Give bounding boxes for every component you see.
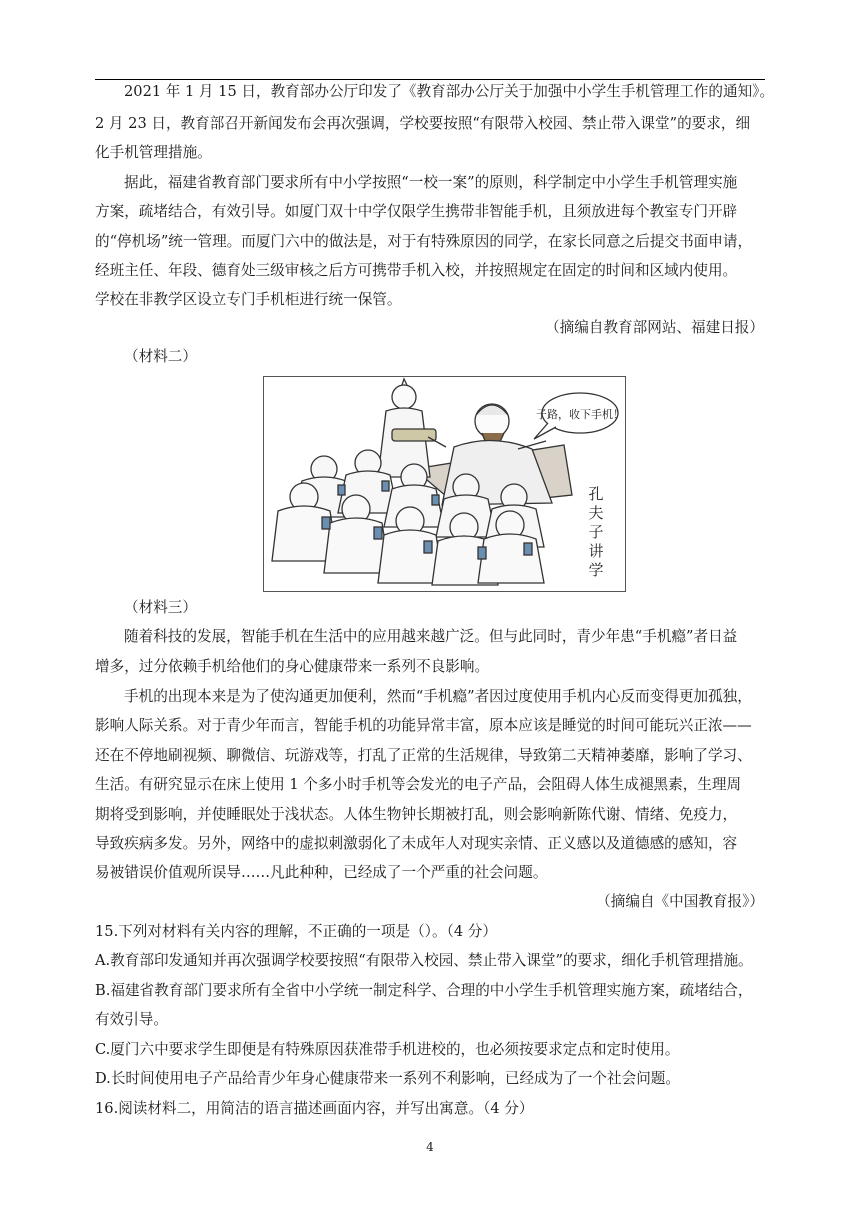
q15-option-c: C.厦门六中要求学生即便是有特殊原因获准带手机进校的，也必须按要求定点和定时使用。 [95, 1041, 680, 1058]
m3-p2-line4: 生活。有研究显示在床上使用 1 个多小时手机等会发光的电子产品，会阻碍人体生成褪黑素，生理周 [95, 776, 742, 793]
m1-p2-line2: 方案，疏堵结合，有效引导。如厦门双十中学仅限学生携带非智能手机，且须放进每个教室专门开辟 [95, 203, 738, 220]
m3-p2-line6: 导致疾病多发。另外，网络中的虚拟刺激弱化了未成年人对现实亲情、正义感以及道德感的感知，容 [95, 835, 738, 852]
m3-source: （摘编自《中国教育报》） [596, 893, 764, 910]
q16-stem: 16.阅读材料二，用简洁的语言描述画面内容，并写出寓意。（4 分） [95, 1100, 534, 1117]
m1-p2-line5: 学校在非教学区设立专门手机柜进行统一保管。 [95, 291, 402, 308]
caption-char-2: 夫 [588, 504, 604, 522]
page-number: 4 [426, 1140, 434, 1154]
m1-p2-line4: 经班主任、年段、德育处三级审核之后方可携带手机入校，并按照规定在固定的时间和区域内使用。 [95, 262, 738, 279]
m3-p2-line1: 手机的出现本来是为了使沟通更加便利，然而“手机瘾”者因过度使用手机内心反而变得更加孤独， [124, 688, 752, 705]
m3-p1-line1: 随着科技的发展，智能手机在生活中的应用越来越广泛。但与此同时，青少年患“手机瘾”者日益 [124, 628, 738, 645]
m1-p1-line3: 化手机管理措施。 [95, 144, 212, 161]
m1-source: （摘编自教育部网站、福建日报） [545, 319, 764, 336]
m3-p2-line3: 还在不停地刷视频、聊微信、玩游戏等，打乱了正常的生活规律，导致第二天精神萎靡，影响了学习、 [95, 747, 752, 764]
q15-stem: 15.下列对材料有关内容的理解，不正确的一项是（）。（4 分） [95, 923, 497, 940]
m3-p1-line2: 增多，过分依赖手机给他们的身心健康带来一系列不良影响。 [95, 658, 490, 675]
m1-p1-line1: 2021 年 1 月 15 日，教育部办公厅印发了《教育部办公厅关于加强中小学生手机管理工作的通知》。 [124, 83, 775, 100]
speech-bubble-text: 子路，收下手机！ [536, 408, 624, 421]
caption-char-1: 孔 [588, 485, 604, 503]
cartoon-frame [263, 376, 626, 592]
m1-p2-line1: 据此，福建省教育部门要求所有中小学按照“一校一案”的原则，科学制定中小学生手机管理实施 [124, 174, 738, 191]
m3-p2-line2: 影响人际关系。对于青少年而言，智能手机的功能异常丰富，原本应该是睡觉的时间可能玩兴正浓—— [95, 717, 752, 734]
caption-char-4: 讲 [588, 542, 604, 560]
confucius-cartoon [264, 377, 625, 591]
q15-option-d: D.长时间使用电子产品给青少年身心健康带来一系列不利影响，已经成为了一个社会问题。 [95, 1070, 680, 1087]
m1-p2-line3: 的“停机场”统一管理。而厦门六中的做法是，对于有特殊原因的同学，在家长同意之后提交书面申请， [95, 233, 753, 250]
m2-label: （材料二） [124, 348, 197, 365]
m3-p2-line5: 期将受到影响，并使睡眠处于浅状态。人体生物钟长期被打乱，则会影响新陈代谢、情绪、免疫力， [95, 806, 738, 823]
q15-option-b-line2: 有效引导。 [95, 1011, 168, 1028]
q15-option-b-line1: B.福建省教育部门要求所有全省中小学统一制定科学、合理的中小学生手机管理实施方案，疏堵结合， [95, 982, 753, 999]
m3-label: （材料三） [124, 599, 197, 616]
m3-p2-line7: 易被错误价值观所误导……凡此种种，已经成了一个严重的社会问题。 [95, 864, 548, 881]
top-rule [95, 79, 765, 80]
q15-option-a: A.教育部印发通知并再次强调学校要按照“有限带入校园、禁止带入课堂”的要求，细化手机管理措施。 [95, 952, 753, 969]
m1-p1-line2: 2 月 23 日，教育部召开新闻发布会再次强调，学校要按照“有限带入校园、禁止带入课堂”的要求，细 [95, 115, 751, 132]
caption-char-3: 子 [588, 523, 604, 541]
caption-char-5: 学 [588, 561, 604, 579]
